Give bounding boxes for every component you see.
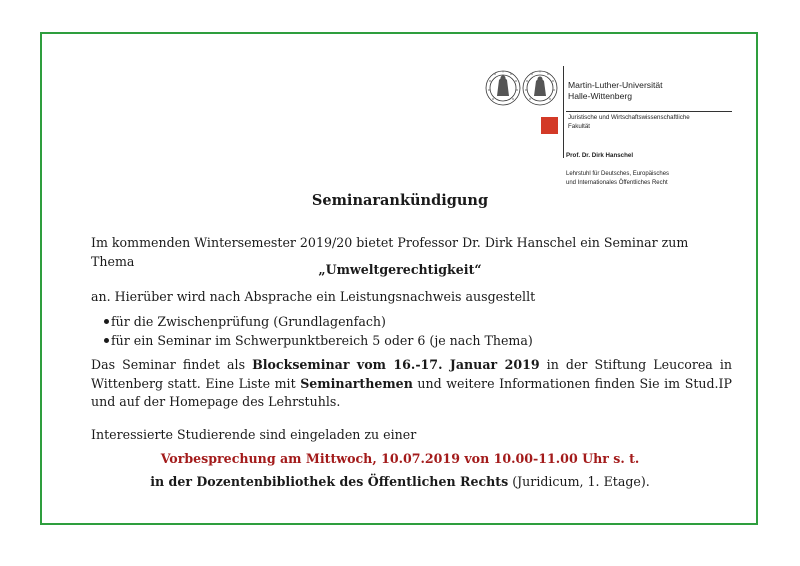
details-paragraph	[91, 356, 732, 412]
credit-paragraph: an. Hierüber wird nach Absprache ein Leistungsnachweis ausgestellt	[91, 289, 536, 304]
faculty-name-line1: Juristische und Wirtschaftswissenschaftliche	[568, 114, 690, 121]
list-item	[91, 331, 533, 350]
block-seminar-date: Blockseminar vom 16.-17. Januar 2019	[252, 357, 540, 372]
seminar-topics-label: Seminarthemen	[300, 375, 413, 391]
professor-name: Prof. Dr. Dirk Hanschel	[566, 152, 634, 159]
university-seals-logo	[485, 66, 559, 110]
seminar-topic: „Umweltgerechtigkeit“	[318, 262, 482, 277]
letterhead-divider-vertical	[563, 66, 564, 158]
university-name-line2: Halle-Wittenberg	[568, 91, 632, 101]
bullet-icon	[104, 319, 109, 324]
letterhead-divider-horizontal	[566, 111, 732, 112]
meeting-location-detail: (Juridicum, 1. Etage).	[508, 474, 650, 489]
preliminary-meeting-info: Vorbesprechung am Mittwoch, 10.07.2019 von 10.00-11.00 Uhr s. t.	[160, 451, 640, 466]
meeting-location	[0, 474, 800, 489]
faculty-name-line2: Fakultät	[568, 123, 591, 130]
university-name-line1: Martin-Luther-Universität	[568, 80, 663, 90]
details-text-3: und weitere Informationen finden Sie im Stud.IP und auf der Homepage des Lehrstuhls.	[91, 375, 733, 409]
chair-name-line1: Lehrstuhl für Deutsches, Europäisches	[566, 171, 670, 177]
details-text-1: Das Seminar findet als	[91, 357, 253, 372]
bullet-icon	[104, 338, 109, 343]
chair-name-line2: und Internationales Öffentliches Recht	[566, 180, 668, 186]
intro-paragraph: Im kommenden Wintersemester 2019/20 bietet Professor Dr. Dirk Hanschel ein Seminar zum Thema	[91, 235, 689, 269]
faculty-color-square	[541, 117, 558, 134]
invite-paragraph: Interessierte Studierende sind eingeladen zu einer	[91, 427, 417, 442]
page-title: Seminarankündigung	[311, 192, 489, 209]
list-item-text: für die Zwischenprüfung (Grundlagenfach)	[111, 314, 386, 329]
meeting-location-room: in der Dozentenbibliothek des Öffentlichen Rechts	[150, 474, 509, 489]
list-item	[91, 312, 533, 331]
list-item-text: für ein Seminar im Schwerpunktbereich 5 oder 6 (je nach Thema)	[111, 333, 533, 348]
details-text-2: in der Stiftung Leucorea in Wittenberg statt. Eine Liste mit	[91, 357, 733, 391]
credit-options-list	[91, 312, 533, 350]
